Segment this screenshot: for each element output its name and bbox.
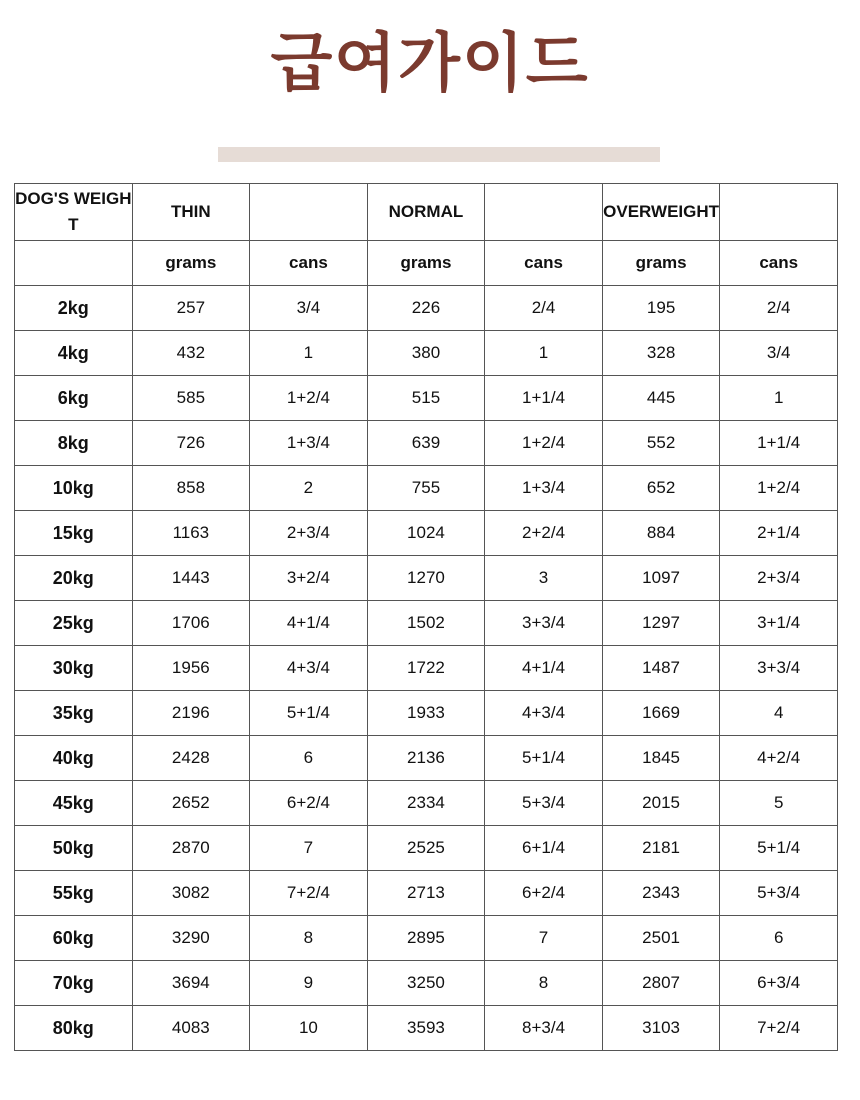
table-cell: 1+2/4 [720, 466, 838, 511]
table-cell: 1297 [602, 601, 720, 646]
table-cell: 55kg [15, 871, 133, 916]
table-cell: 2/4 [485, 286, 603, 331]
table-subheader-row [15, 241, 838, 286]
table-cell: 4+1/4 [250, 601, 368, 646]
table-cell: 8+3/4 [485, 1006, 603, 1051]
table-cell: 1443 [132, 556, 250, 601]
table-cell: 328 [602, 331, 720, 376]
table-cell: 6+2/4 [485, 871, 603, 916]
table-cell: 1 [485, 331, 603, 376]
table-cell: 195 [602, 286, 720, 331]
table-cell: cans [485, 241, 603, 286]
table-cell: 3+1/4 [720, 601, 838, 646]
table-header-row [15, 184, 838, 241]
table-cell: 3082 [132, 871, 250, 916]
table-cell: 1933 [367, 691, 485, 736]
table-cell: 1956 [132, 646, 250, 691]
table-row [15, 691, 838, 736]
table-cell: 3/4 [250, 286, 368, 331]
table-row [15, 781, 838, 826]
table-cell: 1 [250, 331, 368, 376]
table-cell: 4083 [132, 1006, 250, 1051]
table-cell: 5+3/4 [485, 781, 603, 826]
table-cell: 2501 [602, 916, 720, 961]
table-row [15, 916, 838, 961]
table-cell: 4+3/4 [485, 691, 603, 736]
table-cell: 2525 [367, 826, 485, 871]
table-cell: 2/4 [720, 286, 838, 331]
table-cell: 6 [720, 916, 838, 961]
table-cell: 60kg [15, 916, 133, 961]
table-cell: 1722 [367, 646, 485, 691]
table-row [15, 376, 838, 421]
feeding-guide-table-wrap [14, 183, 838, 1051]
table-row [15, 421, 838, 466]
table-cell: 40kg [15, 736, 133, 781]
table-cell: 30kg [15, 646, 133, 691]
table-cell: 2334 [367, 781, 485, 826]
table-cell: 3+2/4 [250, 556, 368, 601]
table-cell: 3290 [132, 916, 250, 961]
table-cell: 6kg [15, 376, 133, 421]
table-cell: 257 [132, 286, 250, 331]
table-cell: 1+2/4 [250, 376, 368, 421]
table-cell: 15kg [15, 511, 133, 556]
table-cell: 1097 [602, 556, 720, 601]
table-cell: 7+2/4 [720, 1006, 838, 1051]
table-row [15, 556, 838, 601]
table-cell: 2+3/4 [720, 556, 838, 601]
table-cell: 226 [367, 286, 485, 331]
table-cell: 4+1/4 [485, 646, 603, 691]
table-cell: 5 [720, 781, 838, 826]
table-row [15, 511, 838, 556]
table-cell: 432 [132, 331, 250, 376]
table-cell: 5+1/4 [485, 736, 603, 781]
table-cell: 7+2/4 [250, 871, 368, 916]
table-cell: 10kg [15, 466, 133, 511]
table-row [15, 601, 838, 646]
table-cell: 515 [367, 376, 485, 421]
table-cell: 1487 [602, 646, 720, 691]
table-cell: grams [367, 241, 485, 286]
table-row [15, 286, 838, 331]
table-cell: 25kg [15, 601, 133, 646]
table-row [15, 871, 838, 916]
title-divider [218, 147, 660, 162]
feeding-guide-table [14, 183, 838, 1051]
table-cell: 1 [720, 376, 838, 421]
table-cell: 2kg [15, 286, 133, 331]
table-cell [250, 184, 368, 241]
table-cell: 4 [720, 691, 838, 736]
table-cell: 4kg [15, 331, 133, 376]
table-cell: 7 [250, 826, 368, 871]
page-title: 급여가이드 [270, 27, 590, 101]
table-cell: 5+3/4 [720, 871, 838, 916]
table-cell: 80kg [15, 1006, 133, 1051]
table-cell: 1270 [367, 556, 485, 601]
table-row [15, 331, 838, 376]
table-cell: 2428 [132, 736, 250, 781]
table-cell: 10 [250, 1006, 368, 1051]
table-cell: 639 [367, 421, 485, 466]
table-cell: 2343 [602, 871, 720, 916]
table-cell: 2181 [602, 826, 720, 871]
table-cell: 1024 [367, 511, 485, 556]
table-cell [485, 184, 603, 241]
table-cell: 1+3/4 [250, 421, 368, 466]
table-cell: 5+1/4 [250, 691, 368, 736]
table-cell: NORMAL [367, 184, 485, 241]
table-cell: 4+2/4 [720, 736, 838, 781]
table-cell: 2136 [367, 736, 485, 781]
table-cell: 2713 [367, 871, 485, 916]
table-cell: grams [602, 241, 720, 286]
table-cell: 2015 [602, 781, 720, 826]
table-cell: DOG'S WEIGHT [15, 184, 133, 241]
table-cell: 884 [602, 511, 720, 556]
table-cell: 8 [485, 961, 603, 1006]
table-cell: 1706 [132, 601, 250, 646]
table-cell: 3/4 [720, 331, 838, 376]
table-cell: 2+2/4 [485, 511, 603, 556]
table-cell: THIN [132, 184, 250, 241]
table-cell: 3+3/4 [720, 646, 838, 691]
table-cell: 9 [250, 961, 368, 1006]
table-cell: 858 [132, 466, 250, 511]
table-cell: 7 [485, 916, 603, 961]
table-cell: 3 [485, 556, 603, 601]
table-cell: 2+3/4 [250, 511, 368, 556]
table-cell: 585 [132, 376, 250, 421]
table-cell: 2196 [132, 691, 250, 736]
table-cell: 4+3/4 [250, 646, 368, 691]
table-row [15, 466, 838, 511]
table-cell: 50kg [15, 826, 133, 871]
table-cell: 8kg [15, 421, 133, 466]
table-row [15, 961, 838, 1006]
table-cell: 3593 [367, 1006, 485, 1051]
table-cell: 6+3/4 [720, 961, 838, 1006]
table-cell: OVERWEIGHT [602, 184, 720, 241]
table-cell: cans [720, 241, 838, 286]
table-cell: cans [250, 241, 368, 286]
table-cell: 35kg [15, 691, 133, 736]
table-cell: 2895 [367, 916, 485, 961]
table-cell: 726 [132, 421, 250, 466]
table-cell: 3103 [602, 1006, 720, 1051]
table-cell: 1845 [602, 736, 720, 781]
table-cell: 3694 [132, 961, 250, 1006]
table-cell: 1502 [367, 601, 485, 646]
table-cell: 8 [250, 916, 368, 961]
table-cell: 20kg [15, 556, 133, 601]
table-row [15, 646, 838, 691]
table-cell: 2 [250, 466, 368, 511]
table-cell: 6+1/4 [485, 826, 603, 871]
table-row [15, 826, 838, 871]
table-cell: 2652 [132, 781, 250, 826]
table-cell: 3+3/4 [485, 601, 603, 646]
table-cell: 380 [367, 331, 485, 376]
table-cell: 6 [250, 736, 368, 781]
table-cell: 1+3/4 [485, 466, 603, 511]
table-cell: grams [132, 241, 250, 286]
table-row [15, 1006, 838, 1051]
table-cell: 5+1/4 [720, 826, 838, 871]
table-cell: 445 [602, 376, 720, 421]
table-cell: 2870 [132, 826, 250, 871]
table-cell: 2807 [602, 961, 720, 1006]
table-cell: 2+1/4 [720, 511, 838, 556]
table-cell: 1163 [132, 511, 250, 556]
table-cell: 70kg [15, 961, 133, 1006]
table-cell: 652 [602, 466, 720, 511]
table-cell [720, 184, 838, 241]
table-row [15, 736, 838, 781]
table-cell: 45kg [15, 781, 133, 826]
table-cell: 1669 [602, 691, 720, 736]
table-cell: 1+1/4 [720, 421, 838, 466]
table-cell: 6+2/4 [250, 781, 368, 826]
table-cell: 755 [367, 466, 485, 511]
table-cell: 1+2/4 [485, 421, 603, 466]
table-cell: 1+1/4 [485, 376, 603, 421]
table-cell: 3250 [367, 961, 485, 1006]
table-cell: 552 [602, 421, 720, 466]
table-cell [15, 241, 133, 286]
